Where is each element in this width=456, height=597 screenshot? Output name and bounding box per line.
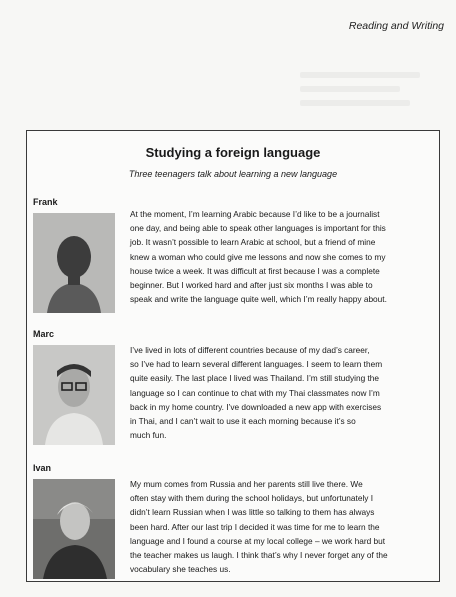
marc-paragraph bbox=[130, 343, 436, 442]
text-line: often stay with them during the school holidays, but unfortunately I bbox=[130, 493, 374, 504]
text-line: job. It wasn’t possible to learn Arabic at school, but a friend of mine bbox=[130, 237, 376, 248]
person-name-ivan: Ivan bbox=[33, 463, 52, 473]
text-line: the teacher makes us laugh. I think that’s why I never forget any of the bbox=[130, 550, 388, 561]
text-line: language so I can continue to chat with my Thai classmates now I’m bbox=[130, 387, 380, 398]
text-line: speak and write the language quite well, which I’m really happy about. bbox=[130, 294, 387, 305]
text-line: so I’ve had to learn several different languages. I seem to learn them bbox=[130, 359, 383, 370]
text-line: quite easily. The last place I lived was Thailand. I’m still studying the bbox=[130, 373, 380, 384]
text-line: At the moment, I’m learning Arabic because I’d like to be a journalist bbox=[130, 209, 380, 219]
text-line: one day, and being able to speak other languages is important for this bbox=[130, 223, 386, 234]
text-line: back in my home country. I’ve downloaded a new app with exercises bbox=[130, 401, 382, 412]
article-subtitle: Three teenagers talk about learning a new language bbox=[128, 169, 338, 179]
frank-paragraph bbox=[130, 207, 436, 306]
text-line: knew a woman who could give me lessons and now she comes to my bbox=[130, 251, 386, 262]
person-name-marc: Marc bbox=[33, 329, 55, 339]
text-line: much fun. bbox=[130, 430, 167, 441]
frank-photo bbox=[33, 213, 115, 313]
text-line: language and I found a course at my local college – we work hard but bbox=[130, 535, 386, 546]
text-line: house twice a week. It was difficult at first because I was a complete bbox=[130, 265, 380, 276]
text-line: didn’t learn Russian when I was little so talking to them has always bbox=[130, 507, 375, 518]
person-name-frank: Frank bbox=[33, 197, 58, 207]
text-line: in Thai, and I can’t wait to use it each morning because it’s so bbox=[130, 416, 356, 427]
show-through-line bbox=[300, 86, 400, 92]
text-line: beginner. But I worked hard and after just six months I was able to bbox=[130, 280, 373, 291]
ivan-paragraph bbox=[130, 477, 436, 576]
show-through-line bbox=[300, 72, 420, 78]
ivan-photo bbox=[33, 479, 115, 579]
text-line: vocabulary she teaches us. bbox=[130, 564, 231, 575]
section-header: Reading and Writing bbox=[348, 20, 444, 32]
show-through-line bbox=[300, 100, 410, 106]
text-line: My mum comes from Russia and her parents still live there. We bbox=[130, 479, 363, 489]
article-box bbox=[26, 130, 440, 582]
marc-photo bbox=[33, 345, 115, 445]
text-line: I’ve lived in lots of different countries because of my dad’s career, bbox=[130, 345, 370, 355]
text-line: been hard. After our last trip I decided it was time for me to learn the bbox=[130, 521, 380, 532]
article-title: Studying a foreign language bbox=[145, 145, 321, 160]
